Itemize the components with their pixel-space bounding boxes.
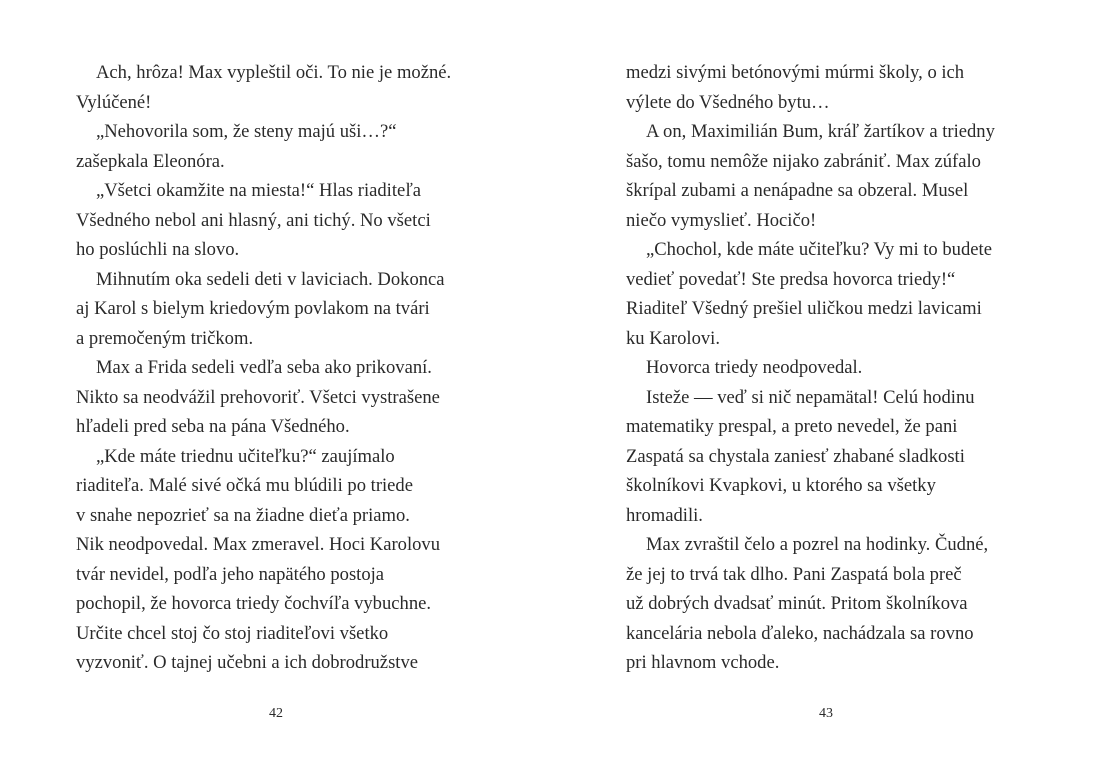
text-line: pri hlavnom vchode. xyxy=(626,652,780,673)
text-line: ho poslúchli na slovo. xyxy=(76,239,240,260)
text-line: tvár nevidel, podľa jeho napätého postoja xyxy=(76,563,385,585)
text-line: Riaditeľ Všedný prešiel uličkou medzi lavicami xyxy=(626,298,982,319)
text-line: „Chochol, kde máte učiteľku? Vy mi to budete xyxy=(646,239,992,260)
text-line: Všedného nebol ani hlasný, ani tichý. No všetci xyxy=(76,209,431,231)
text-line: Vylúčené! xyxy=(76,91,152,113)
text-line: vyzvoniť. O tajnej učebni a ich dobrodružstve xyxy=(76,652,419,673)
left-page-text xyxy=(76,58,476,678)
text-line: Max a Frida sedeli vedľa seba ako prikovaní. xyxy=(96,357,432,378)
text-line: Nikto sa neodvážil prehovoriť. Všetci vystrašene xyxy=(76,386,440,408)
text-line: Mihnutím oka sedeli deti v laviciach. Dokonca xyxy=(96,268,445,290)
text-line: šašo, tomu nemôže nijako zabrániť. Max zúfalo xyxy=(626,150,981,172)
text-line: riaditeľa. Malé sivé očká mu blúdili po triede xyxy=(76,475,413,496)
text-line: Zaspatá sa chystala zaniesť zhabané sladkosti xyxy=(626,445,965,467)
text-line: vedieť povedať! Ste predsa hovorca triedy!“ xyxy=(626,268,956,290)
text-line: Určite chcel stoj čo stoj riaditeľovi všetko xyxy=(76,622,389,644)
text-line: „Kde máte triednu učiteľku?“ zaujímalo xyxy=(96,445,395,467)
text-line: Max zvraštil čelo a pozrel na hodinky. Čudné, xyxy=(646,534,989,555)
right-page xyxy=(626,0,1026,778)
text-line: aj Karol s bielym kriedovým povlakom na tvári xyxy=(76,298,430,319)
text-line: v snahe nepozrieť sa na žiadne dieťa priamo. xyxy=(76,504,410,526)
text-line: a premočeným tričkom. xyxy=(76,327,254,349)
text-line: zašepkala Eleonóra. xyxy=(76,150,225,172)
right-page-text xyxy=(626,58,1026,678)
text-line: pochopil, že hovorca triedy čochvíľa vybuchne. xyxy=(76,593,432,614)
text-line: už dobrých dvadsať minút. Pritom školníkova xyxy=(626,593,968,614)
text-line: matematiky prespal, a preto nevedel, že pani xyxy=(626,416,958,437)
text-line: A on, Maximilián Bum, kráľ žartíkov a triedny xyxy=(646,121,995,142)
right-page-number: 43 xyxy=(819,706,833,721)
text-line: že jej to trvá tak dlho. Pani Zaspatá bola preč xyxy=(626,563,962,585)
text-line: „Všetci okamžite na miesta!“ Hlas riaditeľa xyxy=(96,180,422,201)
text-line: výlete do Všedného bytu… xyxy=(626,91,830,113)
text-line: medzi sivými betónovými múrmi školy, o ich xyxy=(626,62,965,83)
text-line: ku Karolovi. xyxy=(626,327,720,349)
text-line: „Nehovorila som, že steny majú uši…?“ xyxy=(96,121,397,142)
text-line: Hovorca triedy neodpovedal. xyxy=(646,357,863,378)
text-line: Isteže — veď si nič nepamätal! Celú hodinu xyxy=(646,386,975,408)
text-line: hromadili. xyxy=(626,504,703,526)
text-line: školníkovi Kvapkovi, u ktorého sa všetky xyxy=(626,475,936,496)
text-line: škrípal zubami a nenápadne sa obzeral. Musel xyxy=(626,180,969,201)
text-line: niečo vymyslieť. Hocičo! xyxy=(626,209,817,231)
left-page xyxy=(76,0,476,778)
text-line: kancelária nebola ďaleko, nachádzala sa rovno xyxy=(626,622,974,644)
text-line: Ach, hrôza! Max vypleštil oči. To nie je možné. xyxy=(96,62,452,83)
left-page-number: 42 xyxy=(269,706,283,721)
text-line: Nik neodpovedal. Max zmeravel. Hoci Karolovu xyxy=(76,534,441,555)
text-line: hľadeli pred seba na pána Všedného. xyxy=(76,416,350,437)
